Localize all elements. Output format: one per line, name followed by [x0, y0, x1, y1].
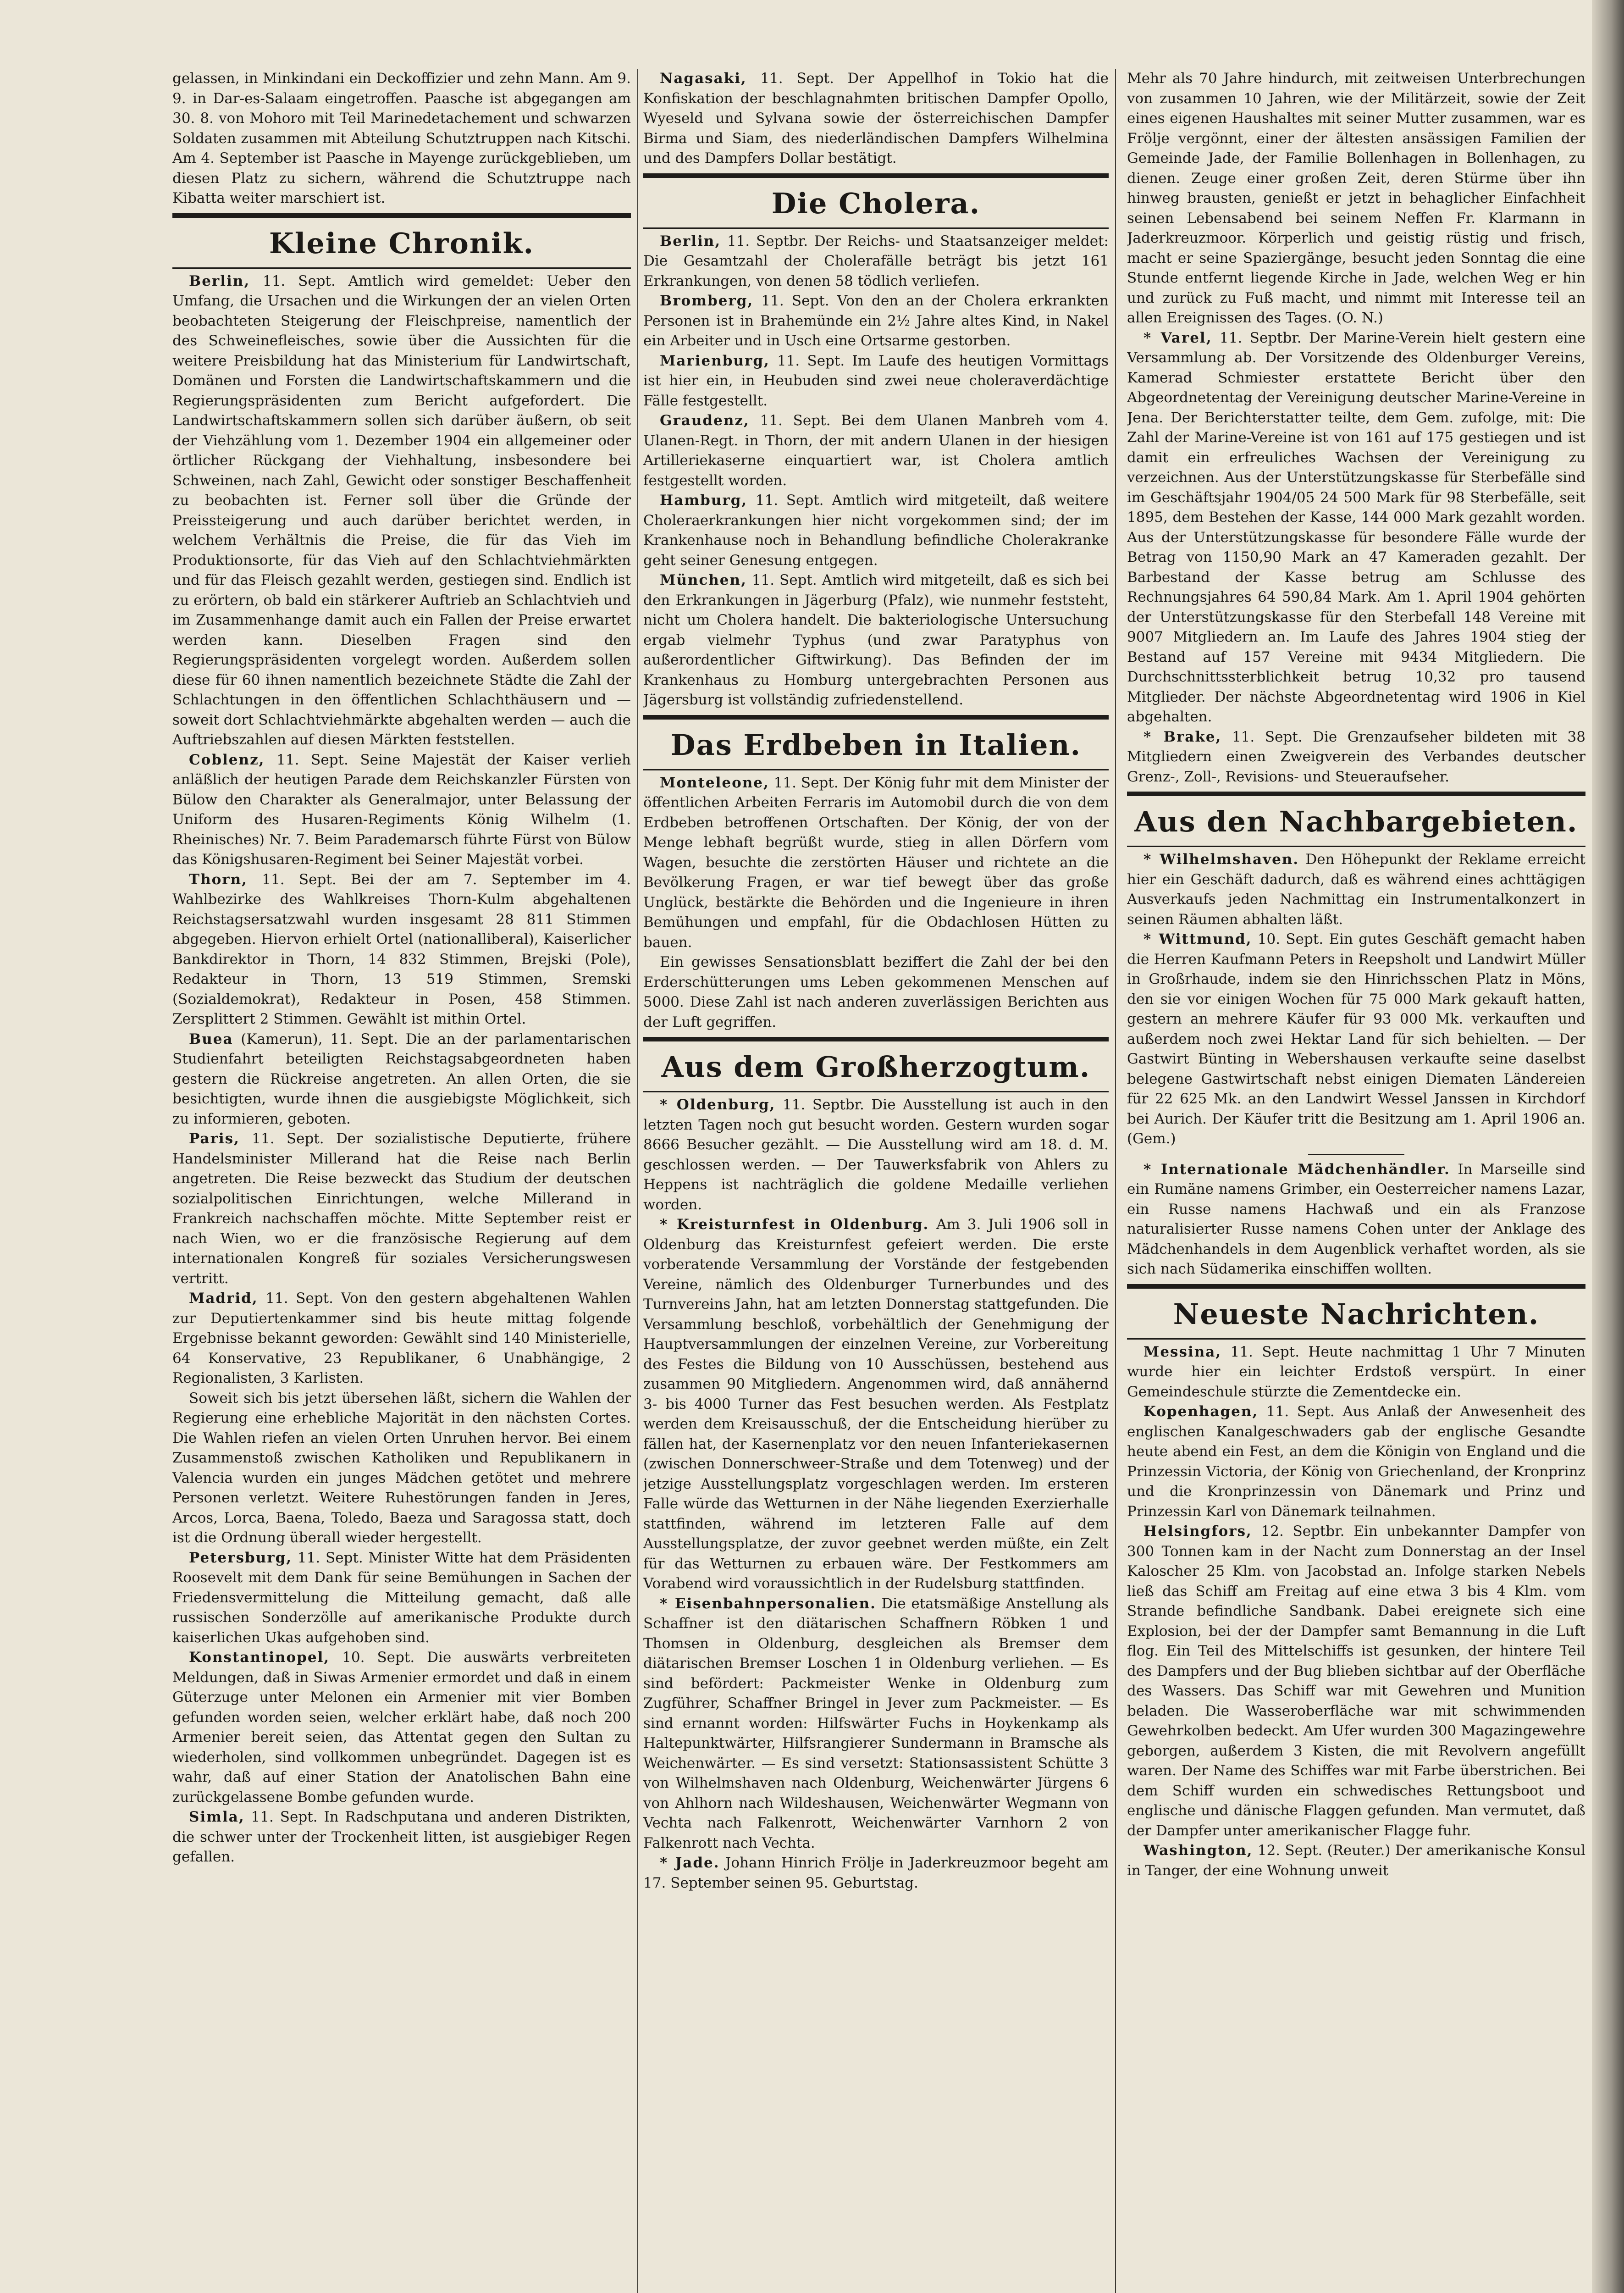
dateline: * Jade. [660, 1855, 720, 1871]
page-binding-edge [1592, 0, 1624, 2293]
section-rule [1127, 1284, 1585, 1289]
dateline: Paris, [189, 1130, 240, 1147]
article-oldenburg: * Oldenburg, 11. Septbr. Die Ausstellung ist auch in den letzten Tagen noch gut besucht worden. Gestern wurden sogar 8666 Besucher gezählt. — Die Ausstellung wird am 18. d. M. geschlossen werden. — Der Tauwerksfabrik von Ahlers zu Heppens ist nachträglich die goldene Medaille verliehen worden. [643, 1097, 1109, 1213]
heading-rule [1127, 846, 1585, 847]
article-wittmund: * Wittmund, 10. Sept. Ein gutes Geschäft gemacht haben die Herren Kaufmann Peters in Reepsholt und Landwirt Müller in Großrhaude, indem sie den Hinrichsschen Platz in Möns, den sie vor einigen Wochen für 75 000 Mark gekauft hatten, gestern an mehrere Käufer für 93 000 Mk. verkauften und außerdem noch zwei Hektar Land für sich behielten. — Der Gastwirt Bünting in Webershausen verkaufte seine daselbst belegene Gastwirtschaft nebst einigen Diematen Ländereien für 22 625 Mk. an den Landwirt Wessel Janssen in Kirchdorf bei Aurich. Der Käufer tritt die Besitzung am 1. April 1906 an. (Gem.) [1127, 931, 1585, 1147]
section-rule [643, 173, 1109, 178]
dateline: Washington, [1143, 1842, 1253, 1859]
dateline: München, [660, 572, 747, 588]
separator-rule [1308, 1154, 1404, 1155]
heading-rule [643, 227, 1109, 229]
article-petersburg: Petersburg, 11. Sept. Minister Witte hat dem Präsidenten Roosevelt mit dem Dank für seine Bemühungen in Sachen der Friedensvermittelung die Mitteilung gemacht, daß alle russischen Sonderzölle auf amerikanische Produkte durch kaiserlichen Ukas aufgehoben sind. [172, 1549, 631, 1646]
dateline: Simla, [189, 1809, 245, 1825]
dateline: Berlin, [660, 233, 721, 249]
article-helsingfors: Helsingfors, 12. Septbr. Ein unbekannter Dampfer von 300 Tonnen kam in der Nacht zum Donnerstag an der Insel Kaloscher 25 Klm. von Jacobstad an. Infolge starken Nebels ließ das Schiff am Freitag auf eine etwa 3 bis 4 Klm. vom Strande befindliche Sandbank. Dabei ereignete sich eine Explosion, bei der der Dampfer samt Bemannung in die Luft flog. Ein Teil des Mittelschiffs ist gesunken, der hintere Teil des Dampfers und der Bug blieben sichtbar auf der Oberfläche des Wassers. Das Schiff war mit Gewehren und Munition beladen. Die Wasseroberfläche war mit schwimmenden Gewehrkolben bedeckt. Am Ufer wurden 300 Magazingewehre geborgen, außerdem 3 Kisten, die mit Revolvern angefüllt waren. Der Name des Schiffes war mit Farbe überstrichen. Bei dem Schiff wurden ein schwedisches Rettungsboot und englische und dänische Flaggen gefunden. Man vermutet, daß der Dampfer unter amerikanischer Flagge fuhr. [1127, 1523, 1585, 1839]
dateline: Thorn, [189, 871, 248, 888]
dateline: * Eisenbahnpersonalien. [660, 1595, 876, 1612]
dateline: Berlin, [189, 272, 250, 289]
section-heading-erdbeben: Das Erdbeben in Italien. [670, 728, 1082, 762]
dateline: Graudenz, [660, 412, 750, 429]
article-wilhelmshaven: * Wilhelmshaven. Den Höhepunkt der Reklame erreicht hier ein Geschäft dadurch, daß es während eines achttägigen Ausverkaufs jeden Nachmittag ein Instrumentalkonzert in seinen Räumen abhalten läßt. [1127, 851, 1585, 928]
heading-rule [172, 267, 631, 269]
article-madrid-cont: Soweit sich bis jetzt übersehen läßt, sichern die Wahlen der Regierung eine erhebliche Majorität in den nächsten Cortes. Die Wahlen riefen an vielen Orten Unruhen hervor. Bei einem Zusammenstoß zwischen Katholiken und Republikanern in Valencia wurden ein junges Mädchen getötet und mehrere Personen verletzt. Weitere Ruhestörungen fanden in Jeres, Arcos, Lorca, Baena, Toledo, Baeza und Saragossa statt, doch ist die Ordnung überall wieder hergestellt. [172, 1390, 631, 1546]
dateline: * Brake, [1143, 728, 1222, 745]
dateline: Coblenz, [189, 751, 265, 768]
dateline: Helsingfors, [1143, 1523, 1252, 1540]
article-coblenz: Coblenz, 11. Sept. Seine Majestät der Kaiser verlieh anläßlich der heutigen Parade dem Reichskanzler Fürsten von Bülow den Charakter als Generalmajor, unter Belassung der Uniform des Husaren-Regiments König Wilhelm (1. Rheinisches) Nr. 7. Beim Parademarsch führte Fürst von Bülow das Königshusaren-Regiment bei Seiner Majestät vorbei. [172, 751, 631, 868]
section-heading-grossherzogtum: Aus dem Großherzogtum. [661, 1050, 1091, 1084]
dateline: Marienburg, [660, 352, 770, 369]
article-berlin: Berlin, 11. Sept. Amtlich wird gemeldet: Ueber den Umfang, die Ursachen und die Wirkungen der an vielen Orten beobachteten Steigerung der Fleischpreise, namentlich der des Schweinefleisches, sowie über die Aussichten für die weitere Preisbildung hat das Ministerium für Landwirtschaft, Domänen und Forsten die Landwirtschaftskammern und die Regierungspräsidenten zum Bericht aufgefordert. Die Landwirtschaftskammern sollen sich darüber äußern, ob seit der Viehzählung vom 1. Dezember 1904 ein allgemeiner oder örtlicher Rückgang der Viehhaltung, insbesondere bei Schweinen, nach Zahl, Gewicht oder sonstiger Beschaffenheit zu beobachten ist. Ferner soll über die Gründe der Preissteigerung und auch darüber berichtet werden, in welchem Verhältnis die Preise, die für das Vieh im Produktionsorte, für das Vieh auf den Schlachtviehmärkten und für das Fleisch gezahlt werden, gestiegen sind. Endlich ist zu erörtern, ob bald ein stärkerer Auftrieb an Schlachtvieh und im Zusammenhange damit auch ein Fallen der Preise erwartet werden kann. Dieselben Fragen sind den Regierungspräsidenten vorgelegt worden. Außerdem sollen diese für 60 ihnen namentlich bezeichnete Städte die Zahl der Schlachtungen in den öffentlichen Schlachthäusern und — soweit dort Schlachtviehmärkte abgehalten werden — auch die Auftriebszahlen auf diesen Märkten feststellen. [172, 272, 631, 748]
section-heading-kleine-chronik: Kleine Chronik. [269, 226, 535, 260]
dateline: Madrid, [189, 1290, 258, 1307]
dateline: * Oldenburg, [660, 1097, 776, 1113]
article-continuation: gelassen, in Minkindani ein Deckoffizier und zehn Mann. Am 9. 9. in Dar-es-Salaam eingetroffen. Paasche ist abgegangen am 30. 8. von Mohoro mit Teil Marinedetachement und schwarzen Soldaten zusammen mit Abteilung Schutztruppen nach Kitschi. Am 4. September ist Paasche in Mayenge zurückgeblieben, um diesen Platz zu sichern, während die Schutztruppe nach Kibatta weiter marschiert ist. [172, 70, 631, 206]
column-3 [1127, 69, 1585, 2293]
dateline: Hamburg, [660, 492, 748, 509]
article-graudenz: Graudenz, 11. Sept. Bei dem Ulanen Manbreh vom 4. Ulanen-Regt. in Thorn, der mit andern Ulanen in der hiesigen Artilleriekaserne einquartiert war, ist Cholera amtlich festgestellt worden. [643, 412, 1109, 489]
column-1 [172, 69, 631, 2293]
article-brake: * Brake, 11. Sept. Die Grenzaufseher bildeten mit 38 Mitgliedern einen Zweigverein des Verbandes deutscher Grenz-, Zoll-, Revisions- und Steueraufseher. [1127, 728, 1585, 785]
column-divider [637, 69, 638, 2293]
dateline: * Kreisturnfest in Oldenburg. [660, 1216, 929, 1233]
column-divider [1115, 69, 1116, 2293]
article-washington: Washington, 12. Sept. (Reuter.) Der amerikanische Konsul in Tanger, der eine Wohnung unweit [1127, 1842, 1585, 1879]
article-muenchen: München, 11. Sept. Amtlich wird mitgeteilt, daß es sich bei den Erkrankungen in Jägerburg (Pfalz), wie nunmehr feststeht, nicht um Cholera handelt. Die bakteriologische Untersuchung ergab vielmehr Typhus (und zwar Paratyphus von außerordentlicher Giftwirkung). Das Befinden der im Krankenhaus zu Homburg untergebrachten Personen aus Jägersburg ist vollständig zufriedenstellend. [643, 572, 1109, 708]
article-kopenhagen: Kopenhagen, 11. Sept. Aus Anlaß der Anwesenheit des englischen Kanalgeschwaders gab der englische Gesandte heute abend ein Fest, an dem die Königin von England und die Prinzessin Victoria, der König von Griechenland, der Kronprinz und die Kronprinzessin von Dänemark und Prinz und Prinzessin Karl von Dänemark teilnahmen. [1127, 1403, 1585, 1520]
dateline: Petersburg, [189, 1549, 293, 1566]
dateline: * Wittmund, [1143, 931, 1252, 947]
article-varel: * Varel, 11. Septbr. Der Marine-Verein hielt gestern eine Versammlung ab. Der Vorsitzende des Oldenburger Vereins, Kamerad Schmiester erstattete Bericht über den Abgeordnetentag der Vereinigung deutscher Marine-Vereine in Jena. Der Berichterstatter teilte, dem Gem. zufolge, mit: Die Zahl der Marine-Vereine ist von 161 auf 175 gestiegen und ist damit ein erfreuliches Wachsen der Vereinigung zu verzeichnen. Aus der Unterstützungskasse für Sterbefälle sind im Geschäftsjahr 1904/05 24 500 Mark für 98 Sterbefälle, seit 1895, dem Bestehen der Kasse, 144 000 Mark gezahlt worden. Aus der Unterstützungskasse für besondere Fälle wurde der Betrag von 1150,90 Mark an 47 Kameraden gezahlt. Der Barbestand der Kasse betrug am Schlusse des Rechnungsjahres 64 590,84 Mark. Am 1. April 1904 gehörten der Unterstützungskasse für den Sterbefall 148 Vereine mit 9007 Mitgliedern an. Im Laufe des Jahres 1904 stieg der Bestand auf 157 Vereine mit 9434 Mitgliedern. Die Durchschnittssterblichkeit betrug 10,32 pro tausend Mitglieder. Der nächste Abgeordnetentag wird 1906 in Kiel abgehalten. [1127, 329, 1585, 725]
dateline: Messina, [1143, 1343, 1222, 1360]
article-berlin: Berlin, 11. Septbr. Der Reichs- und Staatsanzeiger meldet: Die Gesamtzahl der Cholerafälle beträgt bis jetzt 161 Erkrankungen, von denen 58 tödlich verliefen. [643, 233, 1109, 289]
section-heading-cholera: Die Cholera. [771, 186, 981, 220]
column-2 [643, 69, 1109, 2293]
article-kreisturnfest: * Kreisturnfest in Oldenburg. Am 3. Juli 1906 soll in Oldenburg das Kreisturnfest gefeiert werden. Die erste vorberatende Versammlung der Vorstände der festgebenden Vereine, nämlich des Oldenburger Turnerbundes und des Turnvereins Jahn, hat am letzten Donnerstag stattgefunden. Die Versammlung beschloß, vorbehältlich der Genehmigung der Hauptversammlungen der einzelnen Vereine, zur Vorbereitung des Festes die Bildung von 10 Ausschüssen, bestehend aus zusammen 90 Mitgliedern. Angenommen wird, daß annähernd 3- bis 4000 Turner das Fest besuchen werden. Als Festplatz werden dem Kreisausschuß, der die Entscheidung hierüber zu fällen hat, der Kasernenplatz vor den neuen Infanteriekasernen (zwischen Donnerschweer-Straße und dem Totenweg) und der jetzige Ausstellungsplatz vorgeschlagen werden. Im ersteren Falle würde das Wetturnen in der Nähe liegenden Exerzierhalle stattfinden, während im letzteren Falle auf dem Ausstellungsplatze, der zuvor geebnet werden müßte, ein Zelt für das Wetturnen zu erbauen wäre. Der Festkommers am Vorabend wird voraussichtlich in der Rudelsburg stattfinden. [643, 1216, 1109, 1592]
section-rule [643, 715, 1109, 720]
article-konstantinopel: Konstantinopel, 10. Sept. Die auswärts verbreiteten Meldungen, daß in Siwas Armenier ermordet und daß in einem Güterzuge unter Melonen ein Armenier mit vier Bomben gefunden worden seien, welcher erklärt habe, daß noch 200 Armenier bereit seien, das Attentat gegen den Sultan zu wiederholen, sind vollkommen unbegründet. Dagegen ist es wahr, daß auf einer Station der Anatolischen Bahn eine zurückgelassene Bombe gefunden wurde. [172, 1649, 631, 1806]
section-rule [1127, 792, 1585, 796]
dateline: Kopenhagen, [1143, 1403, 1259, 1420]
article-nagasaki: Nagasaki, 11. Sept. Der Appellhof in Tokio hat die Konfiskation der beschlagnahmten britischen Dampfer Opollo, Wyeseld und Sylvana sowie der österreichischen Dampfer Birma und Siam, des niederländischen Dampfers Wilhelmina und des Dampfers Dollar bestätigt. [643, 70, 1109, 166]
dateline: Buea [189, 1030, 233, 1047]
dateline: * Varel, [1143, 329, 1212, 346]
section-rule [172, 213, 631, 218]
article-bromberg: Bromberg, 11. Sept. Von den an der Cholera erkrankten Personen ist in Brahemünde ein 2½ Jahre altes Kind, in Nakel ein Arbeiter und in Usch eine Ortsarme gestorben. [643, 293, 1109, 349]
heading-rule [1127, 1338, 1585, 1340]
article-monteleone-cont: Ein gewisses Sensationsblatt beziffert die Zahl der bei den Erderschütterungen ums Leben gekommenen Menschen auf 5000. Diese Zahl ist nach anderen zuverlässigen Berichten aus der Luft gegriffen. [643, 954, 1109, 1030]
article-messina: Messina, 11. Sept. Heute nachmittag 1 Uhr 7 Minuten wurde hier ein leichter Erdstoß verspürt. In einer Gemeindeschule stürzte die Zementdecke ein. [1127, 1343, 1585, 1400]
section-heading-nachbargebiete: Aus den Nachbargebieten. [1134, 805, 1578, 838]
article-monteleone: Monteleone, 11. Sept. Der König fuhr mit dem Minister der öffentlichen Arbeiten Ferraris im Automobil durch die von dem Erdbeben betroffenen Ortschaften. Der König, der von der Menge lebhaft begrüßt wurde, stieg in allen Dörfern vom Wagen, besuchte die zerstörten Häuser und richtete an die Bevölkerung Fragen, er war tief bewegt über das große Unglück, bestärkte die Behörden und die Ingenieure in ihren Bemühungen und empfahl, für die Obdachlosen Hütten zu bauen. [643, 774, 1109, 951]
article-jade-cont: Mehr als 70 Jahre hindurch, mit zeitweisen Unterbrechungen von zusammen 10 Jahren, wie der Militärzeit, sowie der Zeit eines eigenen Haushaltes mit seiner Mutter zusammen, war es Frölje vergönnt, einer der ältesten ansässigen Familien der Gemeinde Jade, der Familie Bollenhagen in Bollenhagen, zu dienen. Zeuge einer großen Zeit, deren Stürme über ihn hinweg brausten, genießt er jetzt in behaglicher Einfachheit seinen Lebensabend bei seinem Neffen Fr. Klarmann in Jaderkreuzmoor. Körperlich und geistig rüstig und frisch, macht er seine Spaziergänge, besucht jeden Sonntag die eine Stunde entfernt liegende Kirche in Jade, welchen Weg er hin und zurück zu Fuß macht, und nimmt mit Interesse teil an allen Ereignissen des Tages. (O. N.) [1127, 70, 1585, 326]
article-hamburg: Hamburg, 11. Sept. Amtlich wird mitgeteilt, daß weitere Choleraerkrankungen hier nicht vorgekommen sind; der im Krankenhause noch in Behandlung befindliche Cholerakranke geht seiner Genesung entgegen. [643, 492, 1109, 569]
section-heading-neueste-nachrichten: Neueste Nachrichten. [1173, 1297, 1540, 1331]
section-rule [643, 1037, 1109, 1041]
dateline: Monteleone, [660, 774, 769, 791]
dateline: Nagasaki, [660, 70, 747, 87]
article-marienburg: Marienburg, 11. Sept. Im Laufe des heutigen Vormittags ist hier ein, in Heubuden sind zwei neue choleraverdächtige Fälle festgestellt. [643, 352, 1109, 409]
heading-rule [643, 1091, 1109, 1092]
dateline: * Internationale Mädchenhändler. [1143, 1161, 1450, 1178]
article-buea: Buea (Kamerun), 11. Sept. Die an der parlamentarischen Studienfahrt beteiligten Reichstagsabgeordneten haben gestern die Rückreise angetreten. An allen Orten, die sie besichtigten, wurde ihnen die ausgiebigste Möglichkeit, sich zu informieren, geboten. [172, 1030, 631, 1127]
article-paris: Paris, 11. Sept. Der sozialistische Deputierte, frühere Handelsminister Millerand hat die Reise nach Berlin angetreten. Die Reise bezweckt das Studium der deutschen sozialpolitischen Einrichtungen, welche Millerand in Frankreich nachschaffen möchte. Mitte September reist er nach Wien, wo er die französische Regierung auf dem internationalen Kongreß für soziales Versicherungswesen vertritt. [172, 1130, 631, 1287]
article-maedchenhaendler: * Internationale Mädchenhändler. In Marseille sind ein Rumäne namens Grimber, ein Oesterreicher namens Lazar, ein Russe namens Hachwaß und ein als Franzose naturalisierter Russe namens Cohen unter der Anklage des Mädchenhandels in dem Augenblick verhaftet worden, als sie sich nach Südamerika einschiffen wollten. [1127, 1161, 1585, 1277]
dateline: Konstantinopel, [189, 1649, 330, 1666]
article-madrid: Madrid, 11. Sept. Von den gestern abgehaltenen Wahlen zur Deputiertenkammer sind bis heute mittag folgende Ergebnisse bekannt geworden: Gewählt sind 140 Ministerielle, 64 Konservative, 23 Republikaner, 6 Unabhängige, 2 Regionalisten, 3 Karlisten. [172, 1290, 631, 1386]
dateline: * Wilhelmshaven. [1143, 851, 1299, 868]
article-thorn: Thorn, 11. Sept. Bei der am 7. September im 4. Wahlbezirke des Wahlkreises Thorn-Kulm abgehaltenen Reichstagsersatzwahl wurden insgesamt 28 811 Stimmen abgegeben. Hiervon erhielt Ortel (nationalliberal), Kaiserlicher Bankdirektor in Thorn, 14 832 Stimmen, Brejski (Pole), Redakteur in Thorn, 13 519 Stimmen, Sremski (Sozialdemokrat), Redakteur in Posen, 458 Stimmen. Zersplittert 2 Stimmen. Gewählt ist mithin Ortel. [172, 871, 631, 1027]
article-jade: * Jade. Johann Hinrich Frölje in Jaderkreuzmoor begeht am 17. September seinen 95. Geburtstag. [643, 1855, 1109, 1891]
dateline: Bromberg, [660, 293, 754, 309]
heading-rule [643, 769, 1109, 770]
article-simla: Simla, 11. Sept. In Radschputana und anderen Distrikten, die schwer unter der Trockenheit litten, ist ausgiebiger Regen gefallen. [172, 1809, 631, 1865]
article-eisenbahn: * Eisenbahnpersonalien. Die etatsmäßige Anstellung als Schaffner ist den diätarischen Schaffnern Röbken 1 und Thomsen in Oldenburg, desgleichen als Bremser dem diätarischen Bremser Loschen 1 in Oldenburg verliehen. — Es sind befördert: Packmeister Wenke in Oldenburg zum Zugführer, Schaffner Bringel in Jever zum Packmeister. — Es sind ernannt worden: Hilfswärter Fuchs in Hoykenkamp als Haltepunktwärter, Hilfsrangierer Sundermann in Bramsche als Weichenwärter. — Es sind versetzt: Stationsassistent Schütte 3 von Wilhelmshaven nach Oldenburg, Weichenwärter Jürgens 6 von Ahlhorn nach Wildeshausen, Weichenwärter Wegmann von Vechta nach Falkenrott, Weichenwärter Varnhorn 2 von Falkenrott nach Vechta. [643, 1595, 1109, 1851]
